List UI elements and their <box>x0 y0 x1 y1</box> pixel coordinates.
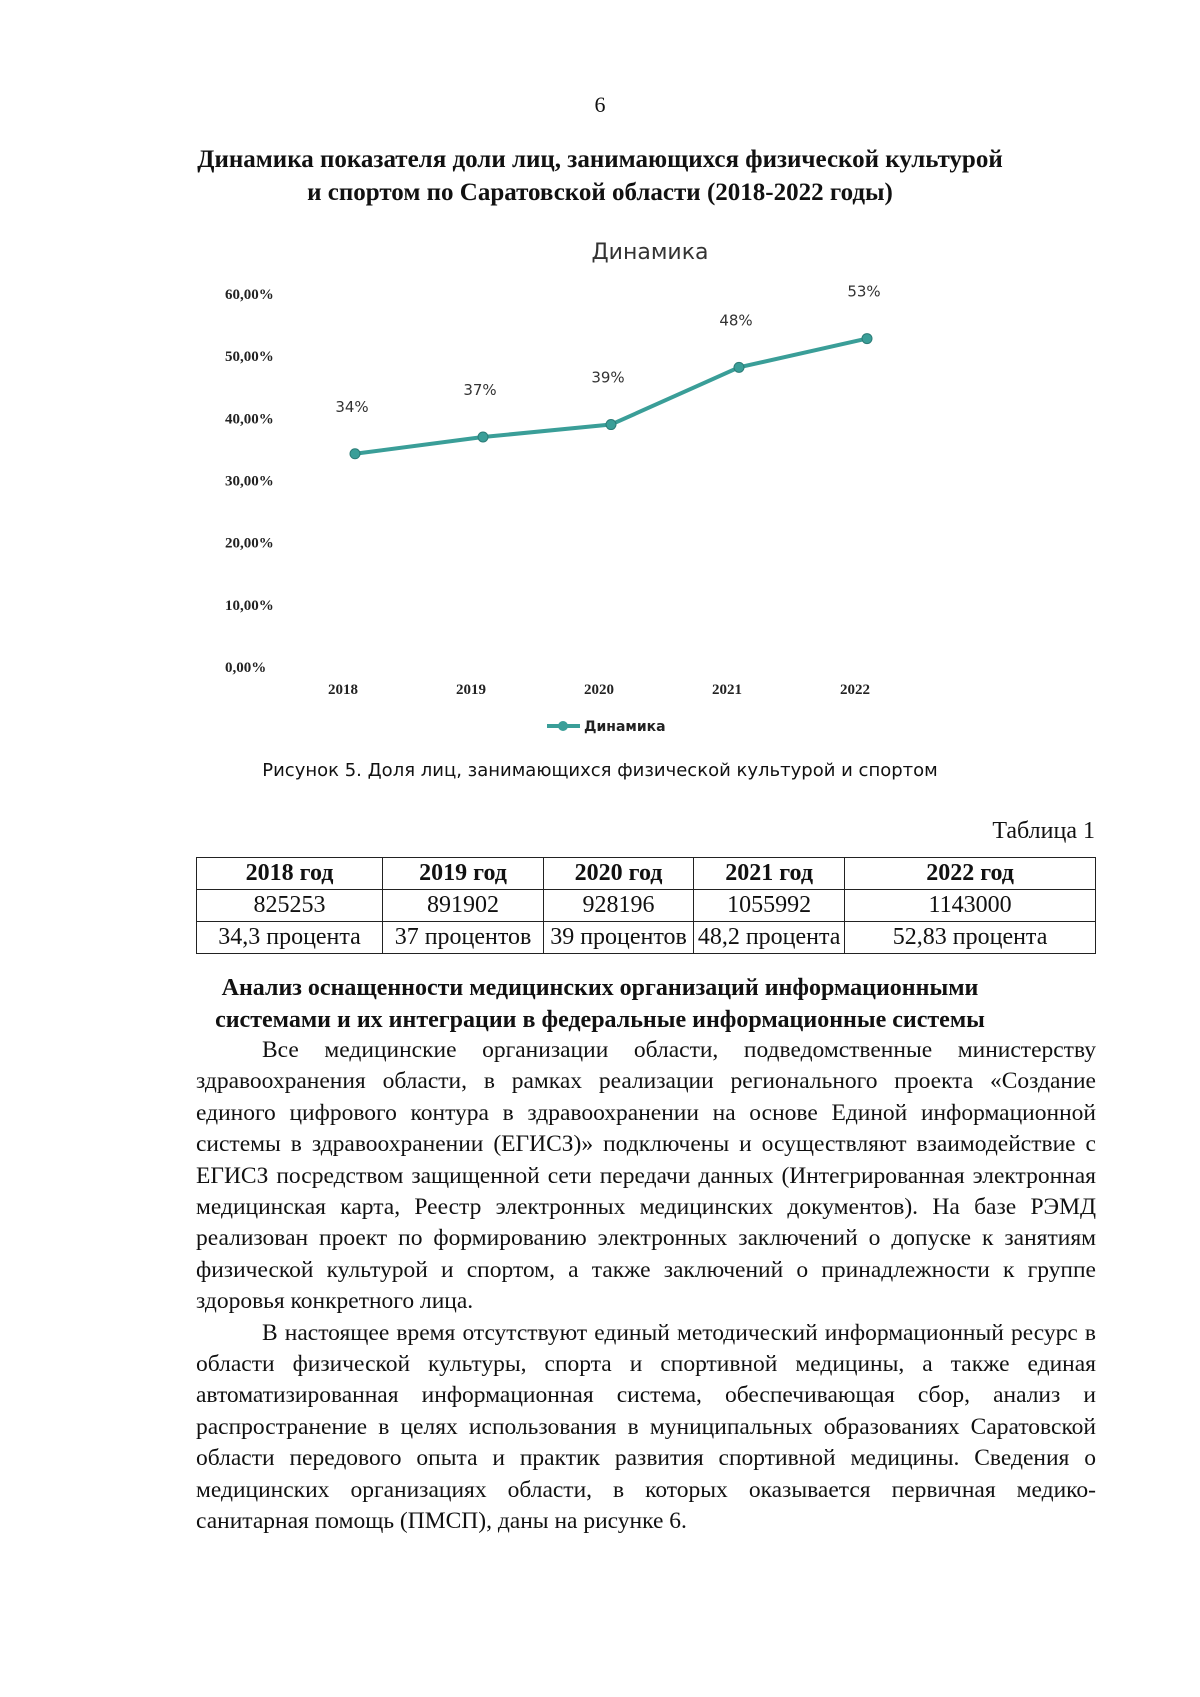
table-row <box>197 890 1096 922</box>
table-label: Таблица 1 <box>992 818 1095 844</box>
legend-label: Динамика <box>584 719 666 735</box>
data-label: 48% <box>719 311 753 330</box>
table-cell: 825253 <box>197 890 383 922</box>
y-tick-label: 60,00% <box>225 287 274 303</box>
table-cell: 1143000 <box>845 890 1096 922</box>
legend-marker-icon <box>558 721 568 731</box>
section-heading <box>0 972 1200 1036</box>
page-number: 6 <box>594 92 606 117</box>
table-cell: 37 процентов <box>383 922 544 954</box>
table-cell: 39 процентов <box>543 922 693 954</box>
table-header-cell: 2018 год <box>197 858 383 890</box>
x-tick-label: 2019 <box>456 682 486 698</box>
x-tick-label: 2018 <box>328 682 358 698</box>
data-point <box>862 334 872 344</box>
data-label: 37% <box>463 380 497 399</box>
paragraph: Все медицинские организации области, подведомственные министерству здравоохранения области, в рамках реализации регионального проекта «Создание единого цифрового контура в здравоохранении на основе Единой информационной системы в здравоохранении (ЕГИСЗ)» подключены и осуществляют взаимодействие с ЕГИСЗ посредством защищенной сети передачи данных (Интегрированная электронная медицинская карта, Реестр электронных медицинских документов). На базе РЭМД реализован проект по формированию электронных заключений о допуске к занятиям физической культурой и спортом, а также заключений о принадлежности к группе здоровья конкретного лица. <box>196 1037 1096 1315</box>
section-heading-line-1: Анализ оснащенности медицинских организаций информационными <box>221 975 979 1001</box>
body-text <box>196 1035 1096 1538</box>
data-point <box>478 432 488 442</box>
y-tick-label: 10,00% <box>225 597 274 614</box>
table-row <box>197 922 1096 954</box>
chart-heading-line-2: и спортом по Саратовской области (2018-2022 годы) <box>307 179 893 206</box>
data-point <box>606 420 616 430</box>
x-tick-label: 2020 <box>584 682 614 698</box>
data-label: 34% <box>335 397 369 416</box>
section-heading-line-2: системами и их интеграции в федеральные информационные системы <box>215 1007 985 1033</box>
table-cell: 34,3 процента <box>197 922 383 954</box>
data-table <box>196 857 1096 954</box>
table-header-cell: 2022 год <box>845 858 1096 890</box>
paragraph: В настоящее время отсутствуют единый методический информационный ресурс в области физической культуры, спорта и спортивной медицины, а также единая автоматизированная информационная система, обеспечивающая сбор, анализ и распространение в целях использования в муниципальных образованиях Саратовской области передового опыта и практик развития спортивной медицины. Сведения о медицинских организациях области, в которых оказывается первичная медико-санитарная помощь (ПМСП), даны на рисунке 6. <box>196 1319 1096 1535</box>
table-header-cell: 2020 год <box>543 858 693 890</box>
y-tick-label: 40,00% <box>225 411 274 428</box>
y-tick-label: 0,00% <box>225 660 267 676</box>
table-cell: 1055992 <box>694 890 845 922</box>
table-header-cell: 2021 год <box>694 858 845 890</box>
line-chart <box>200 235 940 755</box>
x-tick-label: 2022 <box>840 682 870 698</box>
data-label: 53% <box>847 282 881 301</box>
chart-heading-line-1: Динамика показателя доли лиц, занимающихся физической культурой <box>197 146 1003 173</box>
chart-title: Динамика <box>591 240 709 265</box>
figure-caption: Рисунок 5. Доля лиц, занимающихся физической культурой и спортом <box>262 760 938 781</box>
chart-heading <box>0 143 1200 209</box>
y-tick-label: 50,00% <box>225 349 274 366</box>
x-tick-label: 2021 <box>712 682 742 698</box>
table-cell: 48,2 процента <box>694 922 845 954</box>
table-cell: 52,83 процента <box>845 922 1096 954</box>
data-label: 39% <box>591 368 625 387</box>
y-tick-label: 20,00% <box>225 535 274 552</box>
table-header-cell: 2019 год <box>383 858 544 890</box>
table-cell: 891902 <box>383 890 544 922</box>
series-line-dynamics <box>355 339 867 454</box>
y-tick-label: 30,00% <box>225 473 274 490</box>
table-header-row <box>197 858 1096 890</box>
data-point <box>350 449 360 459</box>
table-cell: 928196 <box>543 890 693 922</box>
data-point <box>734 362 744 372</box>
